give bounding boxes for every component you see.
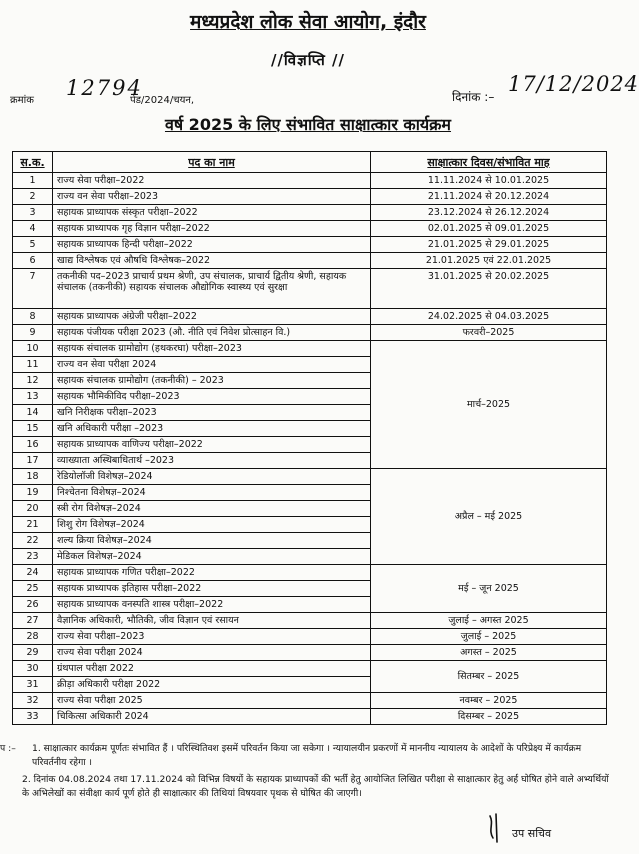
footnote-2-text: 2. दिनांक 04.08.2024 तथा 17.11.2024 को विभिन्न विषयों के सहायक प्राध्यापकों की भर्ती हेतु आयोजित लिखित परीक्षा से साक्षात्कार हेतु अर्ह घोषित होने वाले अभ्यर्थियों के अभिलेखों का संवीक्षा कार्य पूर्ण होते ही साक्षात्कार की तिथियां विषयवार पृथक से घोषित की जाएगी। bbox=[22, 774, 609, 799]
table-row bbox=[13, 645, 607, 661]
signature-block bbox=[484, 812, 594, 852]
table-row bbox=[13, 613, 607, 629]
row-date: अगस्त – 2025 bbox=[371, 645, 607, 661]
row-date: 21.01.2025 से 29.01.2025 bbox=[371, 237, 607, 253]
footnote-2 bbox=[0, 773, 612, 801]
table-row bbox=[13, 341, 607, 357]
row-post: शिशु रोग विशेषज्ञ–2024 bbox=[53, 517, 371, 533]
table-row bbox=[13, 661, 607, 677]
row-post: चिकित्सा अधिकारी 2024 bbox=[53, 709, 371, 725]
table-row bbox=[13, 269, 607, 309]
row-post: निश्चेतना विशेषज्ञ–2024 bbox=[53, 485, 371, 501]
row-sn: 18 bbox=[13, 469, 53, 485]
row-post: रेडियोलॉजी विशेषज्ञ–2024 bbox=[53, 469, 371, 485]
reference-line bbox=[10, 72, 639, 106]
row-sn: 14 bbox=[13, 405, 53, 421]
group-date-march: मार्च–2025 bbox=[371, 341, 607, 469]
row-date: नवम्बर – 2025 bbox=[371, 693, 607, 709]
row-post: वैज्ञानिक अधिकारी, भौतिकी, जीव विज्ञान एवं रसायन bbox=[53, 613, 371, 629]
row-sn: 26 bbox=[13, 597, 53, 613]
date-value: 17/12/2024 bbox=[508, 72, 639, 96]
row-sn: 17 bbox=[13, 453, 53, 469]
row-post: खनि निरीक्षक परीक्षा–2023 bbox=[53, 405, 371, 421]
row-sn: 11 bbox=[13, 357, 53, 373]
table-row bbox=[13, 693, 607, 709]
row-post: सहायक प्राध्यापक हिन्दी परीक्षा–2022 bbox=[53, 237, 371, 253]
row-post: राज्य सेवा परीक्षा 2025 bbox=[53, 693, 371, 709]
row-sn: 32 bbox=[13, 693, 53, 709]
row-sn: 19 bbox=[13, 485, 53, 501]
row-post: तकनीकी पद–2023 प्राचार्य प्रथम श्रेणी, उप संचालक, प्राचार्य द्वितीय श्रेणी, सहायक संचालक (तकनीकी) सहायक संचालक औद्योगिक स्वास्थ्य एवं सुरक्षा bbox=[53, 269, 371, 309]
date-label: दिनांक :– bbox=[452, 90, 495, 104]
row-post: सहायक संचालक ग्रामोद्योग (तकनीकी) – 2023 bbox=[53, 373, 371, 389]
row-sn: 22 bbox=[13, 533, 53, 549]
row-sn: 10 bbox=[13, 341, 53, 357]
table-row bbox=[13, 325, 607, 341]
row-post: शल्य क्रिया विशेषज्ञ–2024 bbox=[53, 533, 371, 549]
row-post: राज्य वन सेवा परीक्षा 2024 bbox=[53, 357, 371, 373]
row-date: फरवरी–2025 bbox=[371, 325, 607, 341]
row-sn: 8 bbox=[13, 309, 53, 325]
header-sn: स.क. bbox=[13, 152, 53, 173]
row-post: सहायक प्राध्यापक वनस्पति शास्त्र परीक्षा–2022 bbox=[53, 597, 371, 613]
interview-schedule-table bbox=[12, 151, 607, 725]
schedule-title: वर्ष 2025 के लिए संभावित साक्षात्कार कार्यक्रम bbox=[164, 115, 452, 134]
header-post: पद का नाम bbox=[53, 152, 371, 173]
row-post: राज्य सेवा परीक्षा–2022 bbox=[53, 173, 371, 189]
row-sn: 25 bbox=[13, 581, 53, 597]
row-post: स्त्री रोग विशेषज्ञ–2024 bbox=[53, 501, 371, 517]
row-sn: 13 bbox=[13, 389, 53, 405]
header-date: साक्षात्कार दिवस/संभावित माह bbox=[371, 152, 607, 173]
row-date: जुलाई – 2025 bbox=[371, 629, 607, 645]
row-sn: 12 bbox=[13, 373, 53, 389]
row-sn: 24 bbox=[13, 565, 53, 581]
organization-name: मध्यप्रदेश लोक सेवा आयोग, इंदौर bbox=[190, 11, 426, 33]
notice-label: //विज्ञप्ति // bbox=[270, 51, 346, 69]
row-date: जुलाई – अगस्त 2025 bbox=[371, 613, 607, 629]
group-date-may-june: मई – जून 2025 bbox=[371, 565, 607, 613]
row-date: 24.02.2025 से 04.03.2025 bbox=[371, 309, 607, 325]
reference-number: 12794 bbox=[66, 76, 143, 100]
row-post: व्याख्याता अस्थिबाधितार्थ –2023 bbox=[53, 453, 371, 469]
row-sn: 28 bbox=[13, 629, 53, 645]
reference-suffix: पेड/2024/चयन, bbox=[130, 95, 195, 106]
row-post: सहायक प्राध्यापक संस्कृत परीक्षा–2022 bbox=[53, 205, 371, 221]
table-row bbox=[13, 309, 607, 325]
table-row bbox=[13, 189, 607, 205]
row-post: सहायक प्राध्यापक गृह विज्ञान परीक्षा–2022 bbox=[53, 221, 371, 237]
row-post: क्रीड़ा अधिकारी परीक्षा 2022 bbox=[53, 677, 371, 693]
row-sn: 23 bbox=[13, 549, 53, 565]
row-post: सहायक प्राध्यापक इतिहास परीक्षा–2022 bbox=[53, 581, 371, 597]
group-date-september: सितम्बर – 2025 bbox=[371, 661, 607, 693]
row-date: 21.11.2024 से 20.12.2024 bbox=[371, 189, 607, 205]
row-sn: 9 bbox=[13, 325, 53, 341]
signatory-title: उप सचिव bbox=[512, 827, 552, 840]
row-post: सहायक प्राध्यापक गणित परीक्षा–2022 bbox=[53, 565, 371, 581]
row-sn: 16 bbox=[13, 437, 53, 453]
table-row bbox=[13, 629, 607, 645]
group-date-april-may: अप्रैल – मई 2025 bbox=[371, 469, 607, 565]
row-sn: 1 bbox=[13, 173, 53, 189]
table-row bbox=[13, 205, 607, 221]
row-sn: 21 bbox=[13, 517, 53, 533]
row-sn: 33 bbox=[13, 709, 53, 725]
row-date: 21.01.2025 एवं 22.01.2025 bbox=[371, 253, 607, 269]
table-row bbox=[13, 237, 607, 253]
row-date: 23.12.2024 से 26.12.2024 bbox=[371, 205, 607, 221]
table-row bbox=[13, 565, 607, 581]
footnote-1 bbox=[0, 742, 612, 770]
signature-mark-icon bbox=[484, 812, 514, 844]
row-date: 11.11.2024 से 10.01.2025 bbox=[371, 173, 607, 189]
table-header-row bbox=[13, 152, 607, 173]
row-sn: 4 bbox=[13, 221, 53, 237]
row-post: खनि अधिकारी परीक्षा –2023 bbox=[53, 421, 371, 437]
row-date: 02.01.2025 से 09.01.2025 bbox=[371, 221, 607, 237]
row-post: ग्रंथपाल परीक्षा 2022 bbox=[53, 661, 371, 677]
row-sn: 20 bbox=[13, 501, 53, 517]
table-row bbox=[13, 709, 607, 725]
footnotes bbox=[0, 742, 612, 801]
row-post: मेडिकल विशेषज्ञ–2024 bbox=[53, 549, 371, 565]
table-row bbox=[13, 469, 607, 485]
row-sn: 15 bbox=[13, 421, 53, 437]
row-sn: 2 bbox=[13, 189, 53, 205]
row-sn: 5 bbox=[13, 237, 53, 253]
row-post: राज्य सेवा परीक्षा 2024 bbox=[53, 645, 371, 661]
footnote-label: प :– bbox=[0, 743, 16, 754]
table-row bbox=[13, 173, 607, 189]
row-sn: 29 bbox=[13, 645, 53, 661]
table-row bbox=[13, 253, 607, 269]
row-sn: 31 bbox=[13, 677, 53, 693]
row-date: दिसम्बर – 2025 bbox=[371, 709, 607, 725]
row-sn: 6 bbox=[13, 253, 53, 269]
row-sn: 7 bbox=[13, 269, 53, 309]
table-row bbox=[13, 221, 607, 237]
reference-label: क्रमांक bbox=[10, 95, 34, 106]
row-sn: 30 bbox=[13, 661, 53, 677]
row-sn: 27 bbox=[13, 613, 53, 629]
row-sn: 3 bbox=[13, 205, 53, 221]
row-post: सहायक संचालक ग्रामोद्योग (हथकरघा) परीक्षा–2023 bbox=[53, 341, 371, 357]
row-post: राज्य वन सेवा परीक्षा–2023 bbox=[53, 189, 371, 205]
row-post: सहायक भौमिकीविद परीक्षा–2023 bbox=[53, 389, 371, 405]
row-post: सहायक प्राध्यापक वाणिज्य परीक्षा–2022 bbox=[53, 437, 371, 453]
row-post: खाद्य विश्लेषक एवं औषधि विश्लेषक–2022 bbox=[53, 253, 371, 269]
row-post: सहायक पंजीयक परीक्षा 2023 (औ. नीति एवं निवेश प्रोत्साहन वि.) bbox=[53, 325, 371, 341]
row-date: 31.01.2025 से 20.02.2025 bbox=[371, 269, 607, 309]
row-post: राज्य सेवा परीक्षा–2023 bbox=[53, 629, 371, 645]
footnote-1-text: 1. साक्षात्कार कार्यक्रम पूर्णतः संभावित हैं । परिस्थितिवश इसमें परिवर्तन किया जा सकेगा । न्यायालयीन प्रकरणों में माननीय न्यायालय के आदेशों के परिप्रेक्ष्य में कार्यक्रम परिवर्तनीय रहेगा । bbox=[32, 743, 582, 768]
row-post: सहायक प्राध्यापक अंग्रेजी परीक्षा–2022 bbox=[53, 309, 371, 325]
